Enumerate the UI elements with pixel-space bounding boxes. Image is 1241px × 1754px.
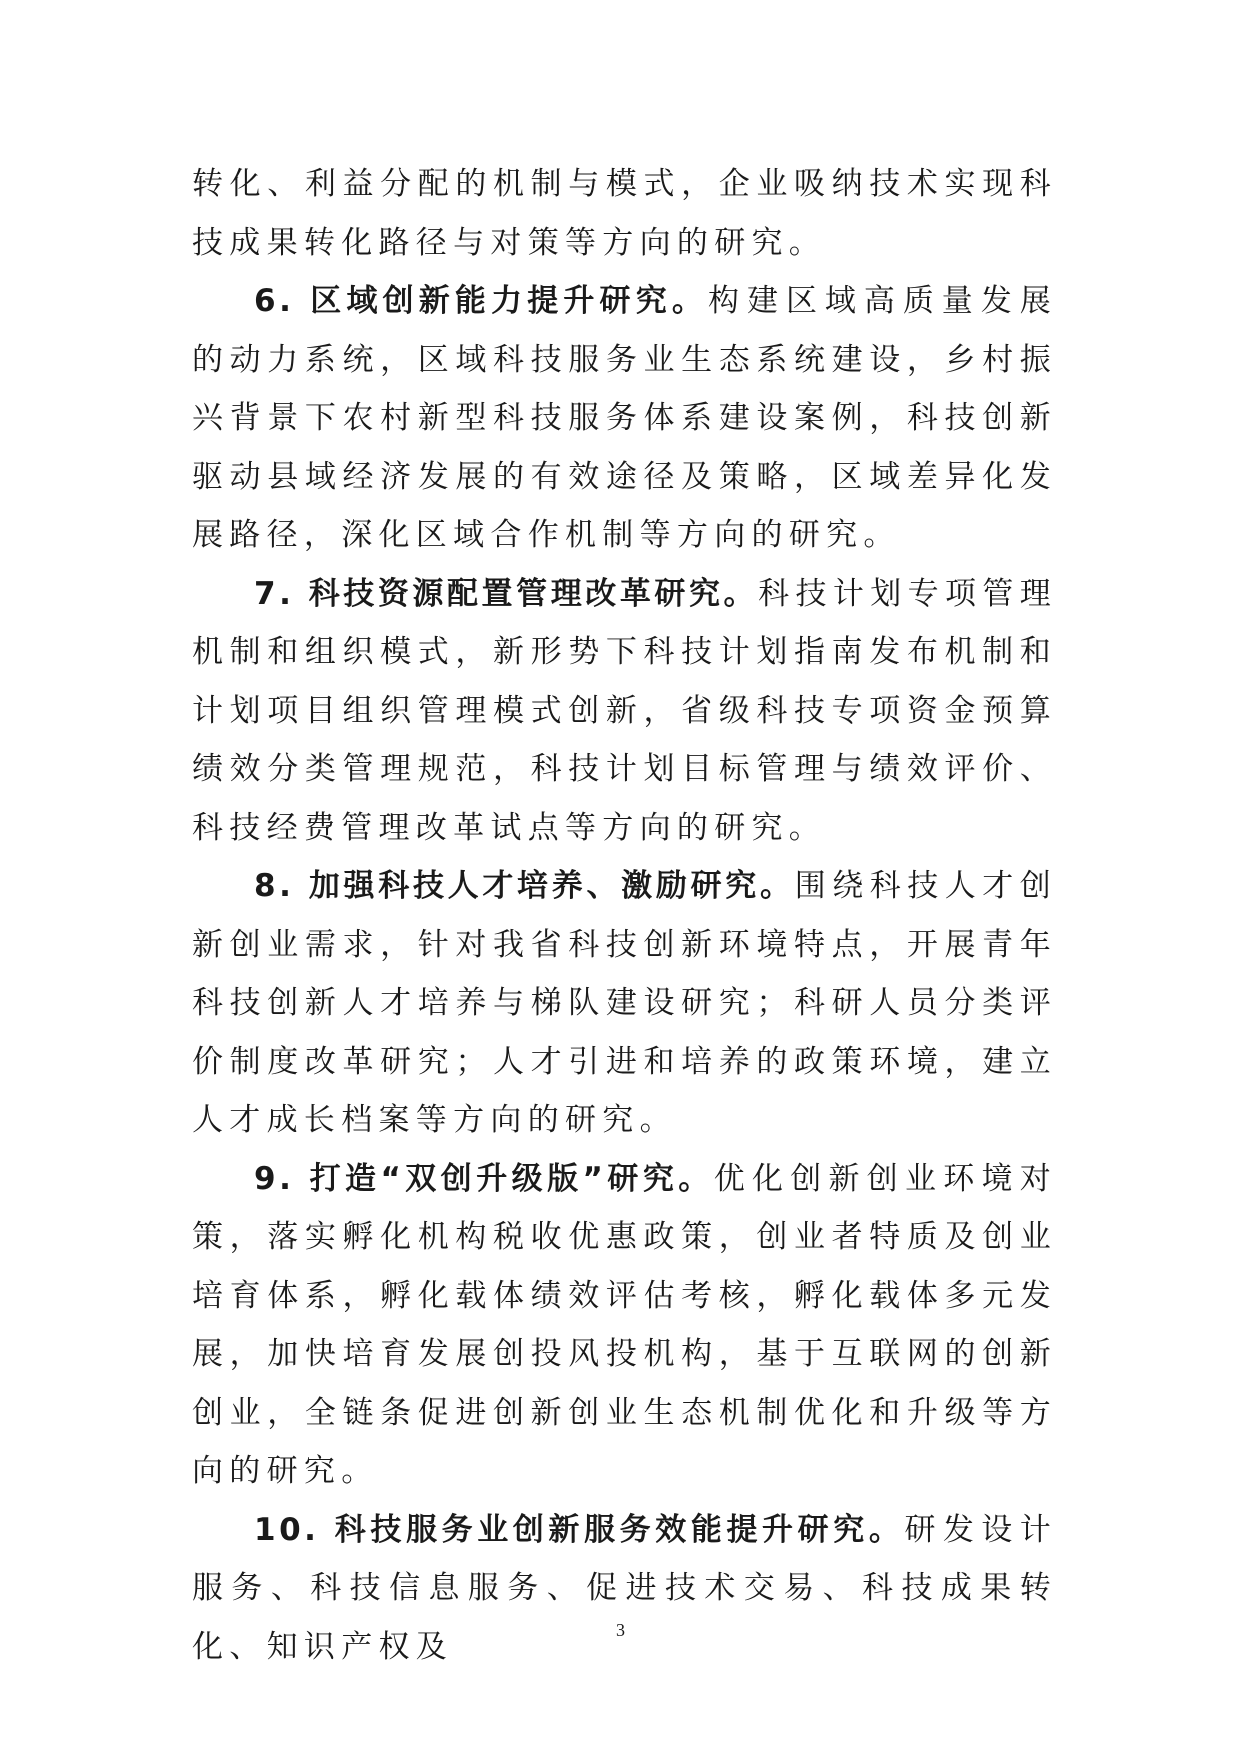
page-number: 3 (616, 1620, 625, 1640)
section-6-paragraph (192, 272, 1057, 565)
section-8-paragraph (192, 857, 1057, 1150)
section-10-body: 研发设计服务、科技信息服务、促进技术交易、科技成果转化、知识产权及 (192, 1511, 1057, 1665)
document-body (192, 155, 1057, 1676)
section-10-heading: 10. 科技服务业创新服务效能提升研究。 (254, 1511, 905, 1548)
section-9-body: 优化创新创业环境对策，落实孵化机构税收优惠政策，创业者特质及创业培育体系，孵化载体绩效评估考核，孵化载体多元发展，加快培育发展创投风投机构，基于互联网的创新创业，全链条促进创新创业生态机制优化和升级等方向的研究。 (192, 1160, 1058, 1489)
section-8-heading: 8. 加强科技人才培养、激励研究。 (254, 868, 795, 904)
section-9-paragraph (192, 1150, 1057, 1501)
section-7-paragraph (192, 565, 1057, 858)
section-10-paragraph (192, 1501, 1057, 1677)
section-9-heading: 9. 打造“双创升级版”研究。 (254, 1160, 714, 1197)
section-8-body: 围绕科技人才创新创业需求，针对我省科技创新环境特点，开展青年科技创新人才培养与梯队建设研究；科研人员分类评价制度改革研究；人才引进和培养的政策环境，建立人才成长档案等方向的研究。 (192, 868, 1058, 1138)
section-7-heading: 7. 科技资源配置管理改革研究。 (254, 575, 759, 612)
section-7-body: 科技计划专项管理机制和组织模式，新形势下科技计划指南发布机制和计划项目组织管理模式创新，省级科技专项资金预算绩效分类管理规范，科技计划目标管理与绩效评价、科技经费管理改革试点等方向的研究。 (192, 575, 1057, 846)
continuation-paragraph: 转化、利益分配的机制与模式，企业吸纳技术实现科技成果转化路径与对策等方向的研究。 (192, 166, 1057, 261)
section-6-heading: 6. 区域创新能力提升研究。 (254, 283, 709, 319)
section-6-body: 构建区域高质量发展的动力系统，区域科技服务业生态系统建设，乡村振兴背景下农村新型科技服务体系建设案例，科技创新驱动县域经济发展的有效途径及策略，区域差异化发展路径，深化区域合作机制等方向的研究。 (192, 283, 1057, 553)
